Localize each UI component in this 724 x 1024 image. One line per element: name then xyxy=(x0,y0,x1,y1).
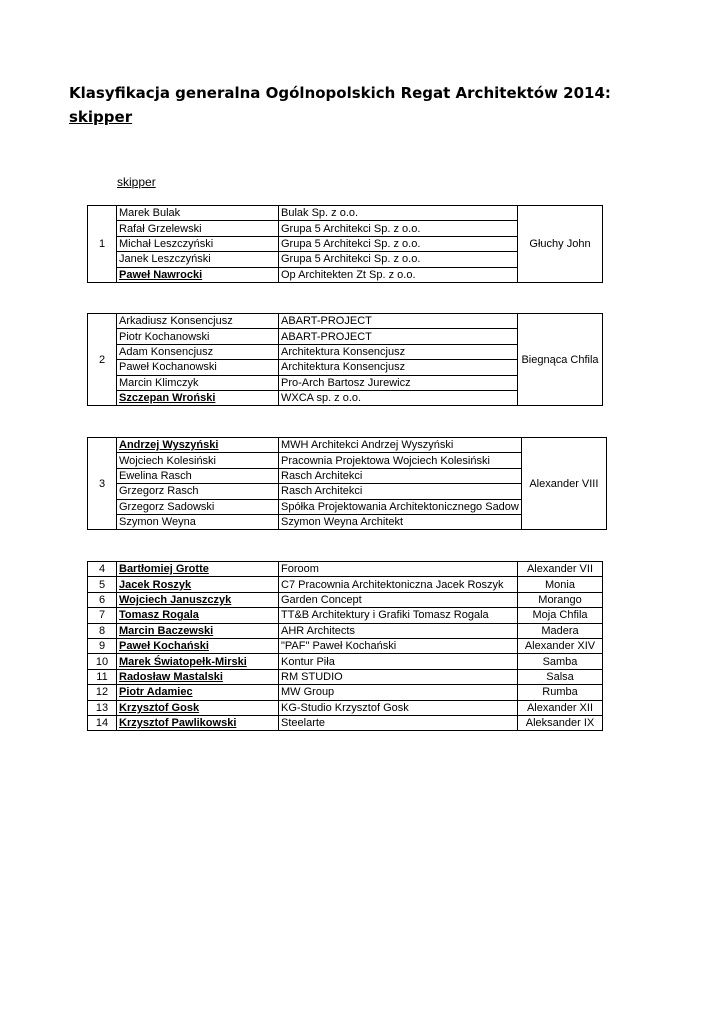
page-subtitle: skipper xyxy=(69,108,133,126)
table-row xyxy=(88,700,603,715)
company-cell: MW Group xyxy=(279,685,518,700)
boat-cell: Głuchy John xyxy=(518,206,603,283)
member-company: MWH Architekci Andrzej Wyszyński xyxy=(279,438,522,453)
member-name: Grzegorz Rasch xyxy=(117,484,279,499)
member-name: Janek Leszczyński xyxy=(117,252,279,267)
boat-cell: Morango xyxy=(518,592,603,607)
company-cell: Garden Concept xyxy=(279,592,518,607)
boat-cell: Alexander VII xyxy=(518,562,603,577)
place-cell: 1 xyxy=(88,206,117,283)
member-company: Spółka Projektowania Architektonicznego Sadow xyxy=(279,499,522,514)
company-cell: C7 Pracownia Architektoniczna Jacek Roszyk xyxy=(279,577,518,592)
member-company: Op Architekten Zt Sp. z o.o. xyxy=(279,267,518,282)
member-name: Adam Konsencjusz xyxy=(117,344,279,359)
member-company: Bulak Sp. z o.o. xyxy=(279,206,518,221)
company-cell: Foroom xyxy=(279,562,518,577)
company-cell: Kontur Piła xyxy=(279,654,518,669)
table-row xyxy=(88,654,603,669)
skipper-name: Paweł Kochański xyxy=(117,638,279,653)
place-cell: 9 xyxy=(88,638,117,653)
place-cell: 12 xyxy=(88,685,117,700)
skipper-name: Radosław Mastalski xyxy=(117,669,279,684)
place-cell: 6 xyxy=(88,592,117,607)
boat-cell: Alexander XIV xyxy=(518,638,603,653)
skipper-name: Marcin Baczewski xyxy=(117,623,279,638)
skipper-name: Krzysztof Gosk xyxy=(117,700,279,715)
boat-cell: Samba xyxy=(518,654,603,669)
member-company: Grupa 5 Architekci Sp. z o.o. xyxy=(279,221,518,236)
company-cell: TT&B Architektury i Grafiki Tomasz Rogala xyxy=(279,608,518,623)
member-company: ABART-PROJECT xyxy=(279,329,518,344)
team-table-3 xyxy=(87,437,607,530)
table-row xyxy=(88,562,603,577)
table-row xyxy=(88,669,603,684)
boat-cell: Aleksander IX xyxy=(518,715,603,730)
boat-cell: Madera xyxy=(518,623,603,638)
place-cell: 4 xyxy=(88,562,117,577)
company-cell: Steelarte xyxy=(279,715,518,730)
company-cell: KG-Studio Krzysztof Gosk xyxy=(279,700,518,715)
page-title: Klasyfikacja generalna Ogólnopolskich Regat Architektów 2014: xyxy=(69,84,611,102)
team-table-2 xyxy=(87,313,603,406)
boat-cell: Biegnąca Chfila xyxy=(518,314,603,406)
member-company: Pracownia Projektowa Wojciech Kolesiński xyxy=(279,453,522,468)
boat-cell: Rumba xyxy=(518,685,603,700)
section-label: skipper xyxy=(117,175,156,189)
skipper-name: Jacek Roszyk xyxy=(117,577,279,592)
member-company: Szymon Weyna Architekt xyxy=(279,514,522,529)
table-row xyxy=(88,623,603,638)
place-cell: 8 xyxy=(88,623,117,638)
member-name: Grzegorz Sadowski xyxy=(117,499,279,514)
skipper-name: Krzysztof Pawlikowski xyxy=(117,715,279,730)
ranking-table xyxy=(87,561,603,731)
company-cell: "PAF" Paweł Kochański xyxy=(279,638,518,653)
member-company: WXCA sp. z o.o. xyxy=(279,390,518,405)
member-name: Szymon Weyna xyxy=(117,514,279,529)
skipper-name: Andrzej Wyszyński xyxy=(117,438,279,453)
skipper-name: Tomasz Rogala xyxy=(117,608,279,623)
place-cell: 13 xyxy=(88,700,117,715)
member-company: ABART-PROJECT xyxy=(279,314,518,329)
place-cell: 7 xyxy=(88,608,117,623)
skipper-name: Piotr Adamiec xyxy=(117,685,279,700)
member-company: Architektura Konsencjusz xyxy=(279,360,518,375)
table-row xyxy=(88,206,603,221)
table-row xyxy=(88,438,607,453)
member-company: Rasch Architekci xyxy=(279,468,522,483)
skipper-name: Paweł Nawrocki xyxy=(117,267,279,282)
member-name: Wojciech Kolesiński xyxy=(117,453,279,468)
member-company: Grupa 5 Architekci Sp. z o.o. xyxy=(279,236,518,251)
skipper-name: Wojciech Januszczyk xyxy=(117,592,279,607)
boat-cell: Monia xyxy=(518,577,603,592)
member-name: Arkadiusz Konsencjusz xyxy=(117,314,279,329)
place-cell: 2 xyxy=(88,314,117,406)
member-name: Paweł Kochanowski xyxy=(117,360,279,375)
place-cell: 10 xyxy=(88,654,117,669)
company-cell: AHR Architects xyxy=(279,623,518,638)
team-table-1 xyxy=(87,205,603,283)
boat-cell: Alexander XII xyxy=(518,700,603,715)
place-cell: 14 xyxy=(88,715,117,730)
place-cell: 3 xyxy=(88,438,117,530)
boat-cell: Salsa xyxy=(518,669,603,684)
member-company: Pro-Arch Bartosz Jurewicz xyxy=(279,375,518,390)
member-name: Michał Leszczyński xyxy=(117,236,279,251)
company-cell: RM STUDIO xyxy=(279,669,518,684)
member-name: Marek Bulak xyxy=(117,206,279,221)
table-row xyxy=(88,715,603,730)
member-company: Architektura Konsencjusz xyxy=(279,344,518,359)
member-name: Piotr Kochanowski xyxy=(117,329,279,344)
member-company: Rasch Architekci xyxy=(279,484,522,499)
table-row xyxy=(88,314,603,329)
table-row xyxy=(88,608,603,623)
table-row xyxy=(88,577,603,592)
skipper-name: Marek Światopełk-Mirski xyxy=(117,654,279,669)
table-row xyxy=(88,685,603,700)
table-row xyxy=(88,638,603,653)
member-name: Rafał Grzelewski xyxy=(117,221,279,236)
boat-cell: Moja Chfila xyxy=(518,608,603,623)
skipper-name: Szczepan Wroński xyxy=(117,390,279,405)
member-company: Grupa 5 Architekci Sp. z o.o. xyxy=(279,252,518,267)
member-name: Ewelina Rasch xyxy=(117,468,279,483)
skipper-name: Bartłomiej Grotte xyxy=(117,562,279,577)
table-row xyxy=(88,592,603,607)
place-cell: 5 xyxy=(88,577,117,592)
boat-cell: Alexander VIII xyxy=(521,438,606,530)
member-name: Marcin Klimczyk xyxy=(117,375,279,390)
place-cell: 11 xyxy=(88,669,117,684)
